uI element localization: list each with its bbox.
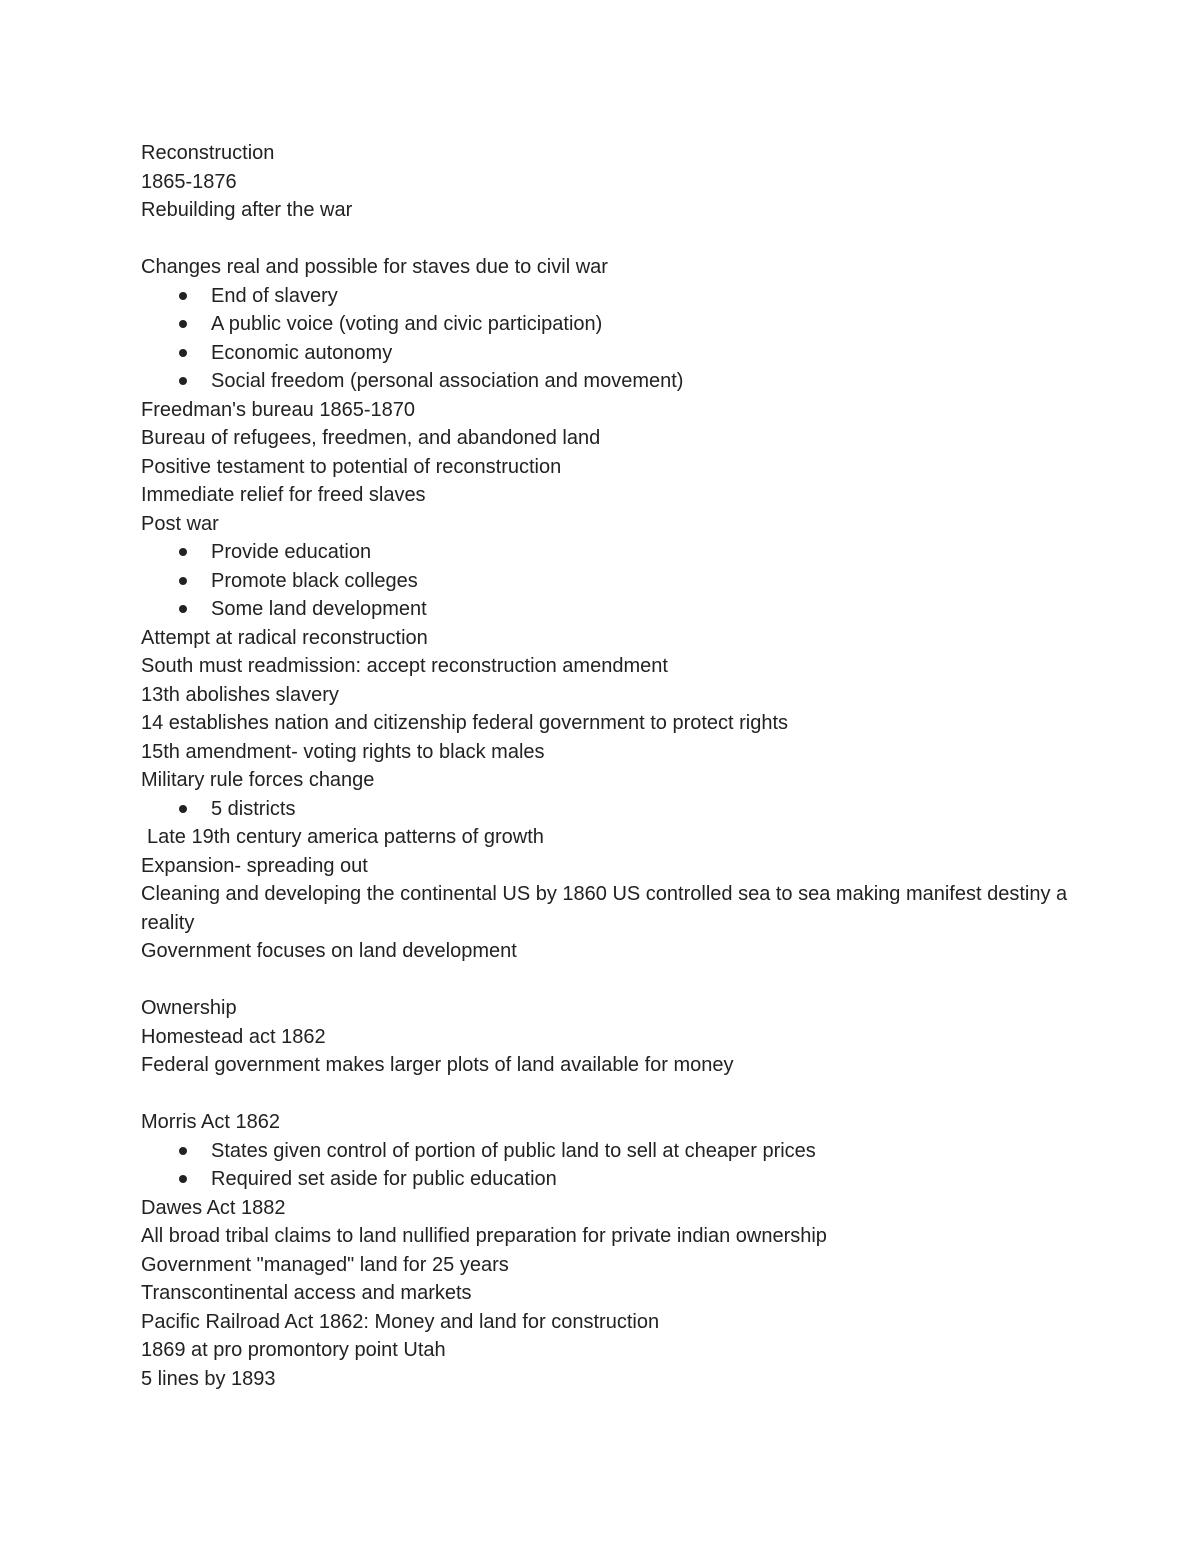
list-item	[141, 567, 1081, 596]
list-item	[141, 538, 1081, 567]
text-line: Attempt at radical reconstruction	[141, 626, 428, 649]
bullet-icon	[179, 292, 187, 300]
list-item	[141, 1165, 1081, 1194]
document-dates: 1865-1876	[141, 170, 237, 193]
text-line: 15th amendment- voting rights to black males	[141, 740, 545, 763]
text-line: South must readmission: accept reconstruction amendment	[141, 655, 668, 677]
blank-line	[141, 225, 1081, 254]
list-item-text: End of slavery	[211, 284, 338, 307]
list-item-text: A public voice (voting and civic participation)	[211, 313, 603, 335]
list-item	[141, 339, 1081, 368]
document-page	[141, 139, 1081, 1393]
document-title: Reconstruction	[141, 142, 275, 164]
blank-line	[141, 1080, 1081, 1109]
list-item	[141, 595, 1081, 624]
text-line: 13th abolishes slavery	[141, 683, 339, 706]
list-item-text: States given control of portion of public land to sell at cheaper prices	[211, 1139, 816, 1162]
bullet-icon	[179, 1175, 187, 1183]
text-line: Expansion- spreading out	[141, 854, 368, 877]
text-line: Government "managed" land for 25 years	[141, 1253, 509, 1276]
text-line: 5 lines by 1893	[141, 1367, 276, 1390]
bullet-icon	[179, 605, 187, 613]
bullet-icon	[179, 577, 187, 585]
list-item	[141, 1137, 1081, 1166]
bullet-icon	[179, 349, 187, 357]
bullet-icon	[179, 548, 187, 556]
text-line: Pacific Railroad Act 1862: Money and land for construction	[141, 1310, 660, 1333]
changes-list	[141, 282, 1081, 396]
list-item	[141, 367, 1081, 396]
text-line: Post war	[141, 512, 219, 535]
military-list	[141, 795, 1081, 824]
text-line: Positive testament to potential of reconstruction	[141, 455, 562, 478]
text-line: Ownership	[141, 997, 237, 1019]
list-item-text: Economic autonomy	[211, 341, 393, 364]
blank-line	[141, 966, 1081, 995]
list-item	[141, 310, 1081, 339]
text-line: 14 establishes nation and citizenship federal government to protect rights	[141, 712, 789, 734]
list-item-text: Social freedom (personal association and movement)	[211, 370, 684, 392]
list-item-text: Promote black colleges	[211, 569, 418, 592]
text-line: Federal government makes larger plots of land available for money	[141, 1054, 734, 1076]
list-item-text: Some land development	[211, 598, 427, 620]
text-line: Dawes Act 1882	[141, 1196, 286, 1219]
bullet-icon	[179, 320, 187, 328]
text-line: Government focuses on land development	[141, 940, 517, 962]
text-line: Bureau of refugees, freedmen, and abandoned land	[141, 427, 601, 449]
text-line: Freedman's bureau 1865-1870	[141, 398, 416, 421]
bullet-icon	[179, 377, 187, 385]
morris-heading: Morris Act 1862	[141, 1111, 280, 1133]
list-item-text: 5 districts	[211, 797, 296, 820]
bullet-icon	[179, 805, 187, 813]
text-line: Military rule forces change	[141, 769, 375, 791]
text-line: Transcontinental access and markets	[141, 1282, 472, 1304]
list-item	[141, 282, 1081, 311]
list-item-text: Provide education	[211, 541, 372, 563]
bullet-icon	[179, 1147, 187, 1155]
text-line: Immediate relief for freed slaves	[141, 484, 426, 506]
growth-heading: Late 19th century america patterns of growth	[147, 826, 544, 848]
morris-list	[141, 1137, 1081, 1194]
text-line: All broad tribal claims to land nullified preparation for private indian ownership	[141, 1225, 827, 1247]
postwar-list	[141, 538, 1081, 624]
text-line: 1869 at pro promontory point Utah	[141, 1339, 446, 1361]
text-line: Cleaning and developing the continental US by 1860 US controlled sea to sea making manifest destiny a reality	[141, 883, 1073, 934]
document-subtitle: Rebuilding after the war	[141, 199, 353, 221]
text-line: Homestead act 1862	[141, 1025, 326, 1048]
changes-heading: Changes real and possible for staves due to civil war	[141, 256, 608, 278]
list-item	[141, 795, 1081, 824]
list-item-text: Required set aside for public education	[211, 1168, 557, 1190]
